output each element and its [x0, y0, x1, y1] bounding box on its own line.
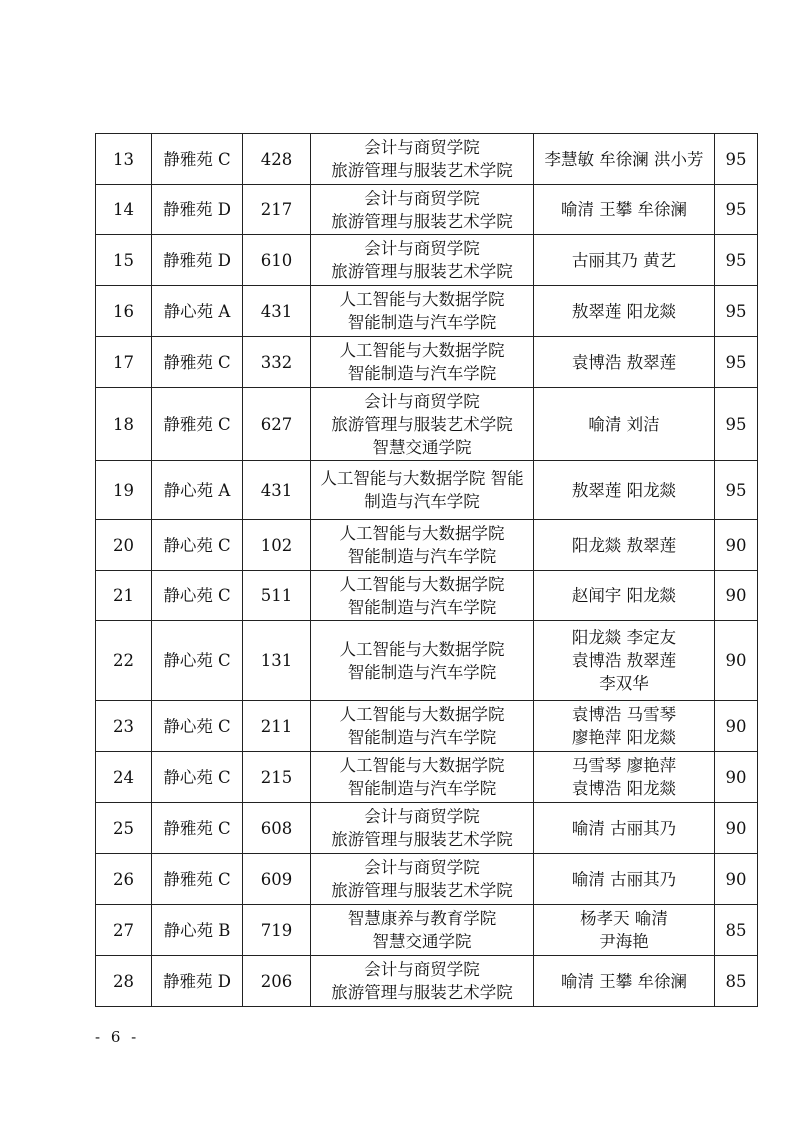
people-line: 阳龙燚 李定友 [571, 628, 677, 647]
row-number-cell: 15 [96, 235, 152, 286]
college-cell [311, 520, 534, 571]
college-line: 智慧交通学院 [372, 437, 472, 457]
score-cell: 90 [715, 752, 758, 803]
college-line: 人工智能与大数据学院 [339, 574, 505, 594]
row-number-cell: 28 [96, 956, 152, 1007]
college-line: 旅游管理与服装艺术学院 [331, 414, 513, 434]
building-cell: 静雅苑 D [152, 185, 243, 235]
college-line: 智能制造与汽车学院 [347, 662, 497, 682]
row-number-cell: 17 [96, 337, 152, 388]
room-cell: 131 [243, 621, 311, 701]
dormitory-score-table [95, 133, 758, 1007]
room-cell: 217 [243, 185, 311, 235]
college-line: 智能制造与汽车学院 [347, 313, 497, 332]
room-cell: 431 [243, 461, 311, 520]
people-cell [534, 956, 715, 1007]
room-cell: 428 [243, 134, 311, 185]
college-cell [311, 388, 534, 461]
college-line: 旅游管理与服装艺术学院 [331, 262, 513, 281]
college-line: 会计与商贸学院 [364, 188, 480, 208]
table-row [96, 571, 758, 621]
row-number-cell: 16 [96, 286, 152, 337]
people-line: 袁博浩 阳龙燚 [571, 779, 677, 798]
score-cell: 95 [715, 185, 758, 235]
row-number-cell: 24 [96, 752, 152, 803]
people-cell [534, 905, 715, 956]
college-line: 智能制造与汽车学院 [347, 597, 497, 617]
college-line: 会计与商贸学院 [364, 138, 480, 157]
room-cell: 431 [243, 286, 311, 337]
row-number-cell: 20 [96, 520, 152, 571]
people-line: 马雪琴 廖艳萍 [571, 756, 677, 775]
college-line: 人工智能与大数据学院 [339, 290, 505, 309]
college-line: 会计与商贸学院 [364, 858, 480, 877]
table-row [96, 621, 758, 701]
room-cell: 627 [243, 388, 311, 461]
score-cell: 95 [715, 337, 758, 388]
college-line: 智能制造与汽车学院 [347, 728, 497, 747]
people-line: 杨孝天 喻清 [580, 909, 668, 928]
building-cell: 静雅苑 C [152, 803, 243, 854]
score-cell: 95 [715, 134, 758, 185]
college-line: 人工智能与大数据学院 [339, 524, 505, 543]
college-line: 会计与商贸学院 [364, 960, 480, 979]
people-cell [534, 337, 715, 388]
room-cell: 206 [243, 956, 311, 1007]
college-line: 人工智能与大数据学院 [339, 639, 505, 659]
college-line: 人工智能与大数据学院 [339, 341, 505, 360]
college-cell [311, 286, 534, 337]
building-cell: 静雅苑 C [152, 388, 243, 461]
table-row [96, 520, 758, 571]
people-line: 袁博浩 马雪琴 [571, 705, 677, 724]
table-row [96, 956, 758, 1007]
table-row [96, 854, 758, 905]
table-row [96, 905, 758, 956]
score-cell: 85 [715, 905, 758, 956]
college-cell [311, 134, 534, 185]
college-cell [311, 956, 534, 1007]
people-cell [534, 854, 715, 905]
people-line: 尹海艳 [599, 932, 649, 951]
people-cell [534, 621, 715, 701]
college-cell [311, 461, 534, 520]
row-number-cell: 18 [96, 388, 152, 461]
building-cell: 静心苑 C [152, 701, 243, 752]
people-line: 喻清 王攀 牟徐澜 [561, 971, 687, 991]
score-cell: 95 [715, 235, 758, 286]
college-line: 智慧交通学院 [372, 932, 472, 951]
people-line: 喻清 古丽其乃 [571, 869, 677, 889]
building-cell: 静心苑 A [152, 461, 243, 520]
college-line: 会计与商贸学院 [364, 239, 480, 258]
row-number-cell: 26 [96, 854, 152, 905]
row-number-cell: 25 [96, 803, 152, 854]
table-row [96, 185, 758, 235]
people-line: 喻清 王攀 牟徐澜 [561, 200, 687, 219]
building-cell: 静雅苑 C [152, 854, 243, 905]
people-line: 廖艳萍 阳龙燚 [571, 728, 677, 747]
people-cell [534, 134, 715, 185]
score-cell: 95 [715, 461, 758, 520]
building-cell: 静雅苑 C [152, 337, 243, 388]
building-cell: 静心苑 C [152, 571, 243, 621]
building-cell: 静心苑 C [152, 752, 243, 803]
score-cell: 90 [715, 854, 758, 905]
score-cell: 90 [715, 621, 758, 701]
people-cell [534, 388, 715, 461]
room-cell: 102 [243, 520, 311, 571]
table-row [96, 286, 758, 337]
college-cell [311, 571, 534, 621]
college-cell [311, 752, 534, 803]
room-cell: 608 [243, 803, 311, 854]
college-line: 人工智能与大数据学院 [339, 756, 505, 775]
people-line: 阳龙燚 敖翠莲 [571, 535, 677, 555]
building-cell: 静心苑 A [152, 286, 243, 337]
building-cell: 静心苑 B [152, 905, 243, 956]
building-cell: 静雅苑 D [152, 956, 243, 1007]
people-cell [534, 752, 715, 803]
college-cell [311, 337, 534, 388]
row-number-cell: 27 [96, 905, 152, 956]
college-line: 旅游管理与服装艺术学院 [331, 211, 513, 231]
room-cell: 511 [243, 571, 311, 621]
table-row [96, 337, 758, 388]
people-line: 敖翠莲 阳龙燚 [571, 480, 677, 500]
building-cell: 静雅苑 C [152, 134, 243, 185]
college-cell [311, 621, 534, 701]
room-cell: 610 [243, 235, 311, 286]
building-cell: 静心苑 C [152, 621, 243, 701]
building-cell: 静雅苑 D [152, 235, 243, 286]
college-line: 智能制造与汽车学院 [347, 779, 497, 798]
college-cell [311, 185, 534, 235]
table-row [96, 803, 758, 854]
room-cell: 719 [243, 905, 311, 956]
building-cell: 静心苑 C [152, 520, 243, 571]
people-line: 喻清 古丽其乃 [571, 818, 677, 838]
table-row [96, 752, 758, 803]
college-line: 会计与商贸学院 [364, 807, 480, 826]
people-line: 李双华 [599, 674, 649, 693]
people-line: 李慧敏 牟徐澜 洪小芳 [544, 149, 704, 169]
score-cell: 90 [715, 520, 758, 571]
people-cell [534, 286, 715, 337]
college-cell [311, 235, 534, 286]
people-cell [534, 701, 715, 752]
college-line: 旅游管理与服装艺术学院 [331, 881, 513, 900]
room-cell: 211 [243, 701, 311, 752]
people-line: 袁博浩 敖翠莲 [571, 651, 677, 670]
college-line: 旅游管理与服装艺术学院 [331, 830, 513, 849]
table-body [96, 134, 758, 1007]
people-line: 袁博浩 敖翠莲 [571, 352, 677, 372]
college-cell [311, 701, 534, 752]
college-line: 人工智能与大数据学院 智能制造与汽车学院 [320, 469, 524, 511]
college-cell [311, 905, 534, 956]
college-line: 人工智能与大数据学院 [339, 705, 505, 724]
college-cell [311, 854, 534, 905]
room-cell: 609 [243, 854, 311, 905]
score-cell: 90 [715, 803, 758, 854]
page-number: - 6 - [95, 1028, 140, 1046]
people-line: 敖翠莲 阳龙燚 [571, 301, 677, 321]
row-number-cell: 19 [96, 461, 152, 520]
score-cell: 85 [715, 956, 758, 1007]
table-row [96, 134, 758, 185]
table-row [96, 388, 758, 461]
college-line: 旅游管理与服装艺术学院 [331, 161, 513, 180]
people-cell [534, 235, 715, 286]
people-line: 古丽其乃 黄艺 [571, 250, 677, 270]
college-line: 智能制造与汽车学院 [347, 547, 497, 566]
room-cell: 332 [243, 337, 311, 388]
college-cell [311, 803, 534, 854]
row-number-cell: 14 [96, 185, 152, 235]
college-line: 智慧康养与教育学院 [347, 909, 497, 928]
people-cell [534, 461, 715, 520]
people-line: 赵闻宇 阳龙燚 [571, 586, 677, 605]
table-row [96, 461, 758, 520]
row-number-cell: 13 [96, 134, 152, 185]
college-line: 旅游管理与服装艺术学院 [331, 983, 513, 1002]
room-cell: 215 [243, 752, 311, 803]
row-number-cell: 23 [96, 701, 152, 752]
people-cell [534, 803, 715, 854]
score-cell: 90 [715, 571, 758, 621]
college-line: 智能制造与汽车学院 [347, 364, 497, 383]
college-line: 会计与商贸学院 [364, 391, 480, 411]
people-cell [534, 571, 715, 621]
row-number-cell: 22 [96, 621, 152, 701]
row-number-cell: 21 [96, 571, 152, 621]
score-cell: 95 [715, 388, 758, 461]
score-cell: 95 [715, 286, 758, 337]
people-cell [534, 185, 715, 235]
people-line: 喻清 刘洁 [588, 414, 660, 434]
people-cell [534, 520, 715, 571]
score-cell: 90 [715, 701, 758, 752]
table-row [96, 701, 758, 752]
table-row [96, 235, 758, 286]
